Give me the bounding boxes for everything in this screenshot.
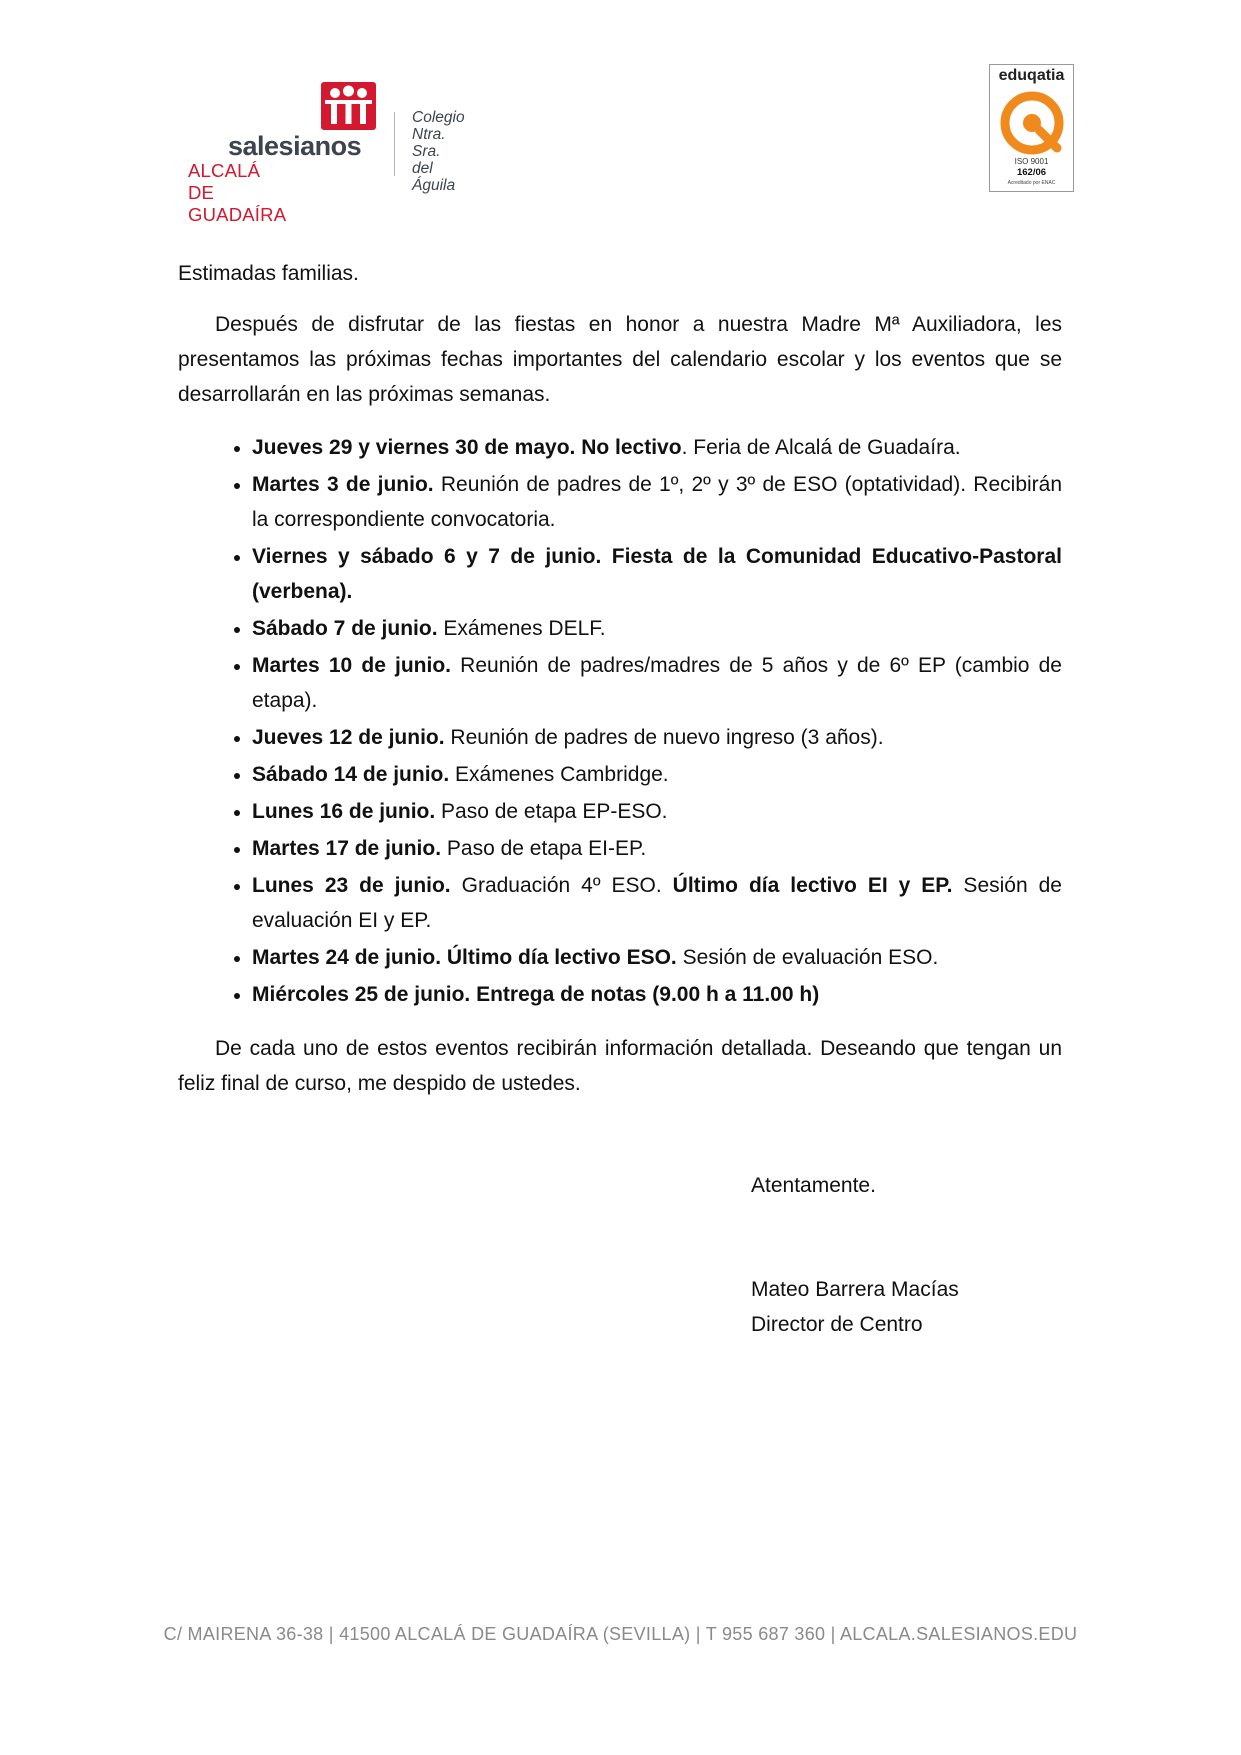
greeting: Estimadas familias. [178,262,359,285]
event-text: Exámenes DELF. [437,617,606,640]
school-name-line: Colegio [412,109,465,126]
event-text: Sesión de evaluación ESO. [676,946,939,969]
logo-city: ALCALÁ DE GUADAÍRA [188,160,287,225]
logo-wordmark: salesianos [228,131,362,161]
event-date: Sábado 7 de junio. [252,617,438,640]
event-text: Paso de etapa EP-ESO. [435,800,668,823]
event-text: Paso de etapa EI-EP. [441,837,647,860]
logo-school-name [412,109,465,194]
closing-paragraph: De cada uno de estos eventos recibirán información detallada. Deseando que tengan un feliz final de curso, me despido de ustedes. [178,1037,1062,1095]
event-text: Graduación 4º ESO. [450,874,673,897]
certification-badge [989,64,1074,192]
logo-divider [394,112,395,176]
signatory-title: Director de Centro [751,1313,923,1336]
events-list [178,430,1062,1014]
event-item [252,940,1062,975]
event-date: Sábado 14 de junio. [252,763,450,786]
event-text: Reunión de padres de 1º, 2º y 3º de ESO (optatividad). Recibirán la correspondiente convocatoria. [252,473,1063,531]
event-date: Martes 3 de junio. [252,473,434,496]
event-item [252,430,1062,465]
event-item [252,794,1062,829]
badge-iso: ISO 9001 [1014,157,1049,166]
signatory-name: Mateo Barrera Macías [751,1278,959,1301]
event-date: Martes 10 de junio. [252,654,452,677]
event-date: Lunes 16 de junio. [252,800,436,823]
event-date: Viernes y sábado 6 y 7 de junio. Fiesta de la Comunidad Educativo-Pastoral (verbena). [252,545,1062,603]
event-item [252,831,1062,866]
footer-address: C/ MAIRENA 36-38 | 41500 ALCALÁ DE GUADAÍRA (SEVILLA) | T 955 687 360 | ALCALA.SALESIANOS.EDU [163,1624,1078,1644]
event-item [252,539,1062,609]
badge-accreditation: Acreditado por ENAC [1007,180,1056,186]
event-item [252,977,1062,1012]
event-text: Exámenes Cambridge. [449,763,669,786]
intro-paragraph: Después de disfrutar de las fiestas en honor a nuestra Madre Mª Auxiliadora, les presentamos las próximas fechas importantes del calendario escolar y los eventos que se desarrollarán en las próximas semanas. [178,313,1062,406]
closing-salutation: Atentamente. [751,1174,876,1197]
event-item [252,868,1062,938]
event-date: Jueves 12 de junio. [252,726,445,749]
badge-brand: eduqatia [998,67,1065,84]
event-text: Sesión de evaluación EI y EP. [252,874,1062,932]
event-item [252,611,1062,646]
quality-q-icon [999,90,1065,156]
event-highlight: Último día lectivo EI y EP. [672,874,953,897]
event-date: Jueves 29 y viernes 30 de mayo. No lectivo [252,436,682,459]
event-item [252,648,1062,718]
event-date: Miércoles 25 de junio. Entrega de notas (9.00 h a 11.00 h) [252,983,820,1006]
badge-number: 162/06 [1016,167,1047,178]
event-date: Lunes 23 de junio. [252,874,451,897]
event-text: . Feria de Alcalá de Guadaíra. [681,436,961,459]
event-date: Martes 24 de junio. Último día lectivo ESO. [252,946,677,969]
event-item [252,467,1062,537]
event-text: Reunión de padres de nuevo ingreso (3 años). [444,726,884,749]
event-item [252,720,1062,755]
event-text: Reunión de padres/madres de 5 años y de 6º EP (cambio de etapa). [252,654,1062,712]
salesianos-logo-icon [321,82,376,130]
school-name-line: Ntra. Sra. [412,126,446,160]
event-date: Martes 17 de junio. [252,837,442,860]
event-item [252,757,1062,792]
school-name-line: del Águila [412,160,456,194]
